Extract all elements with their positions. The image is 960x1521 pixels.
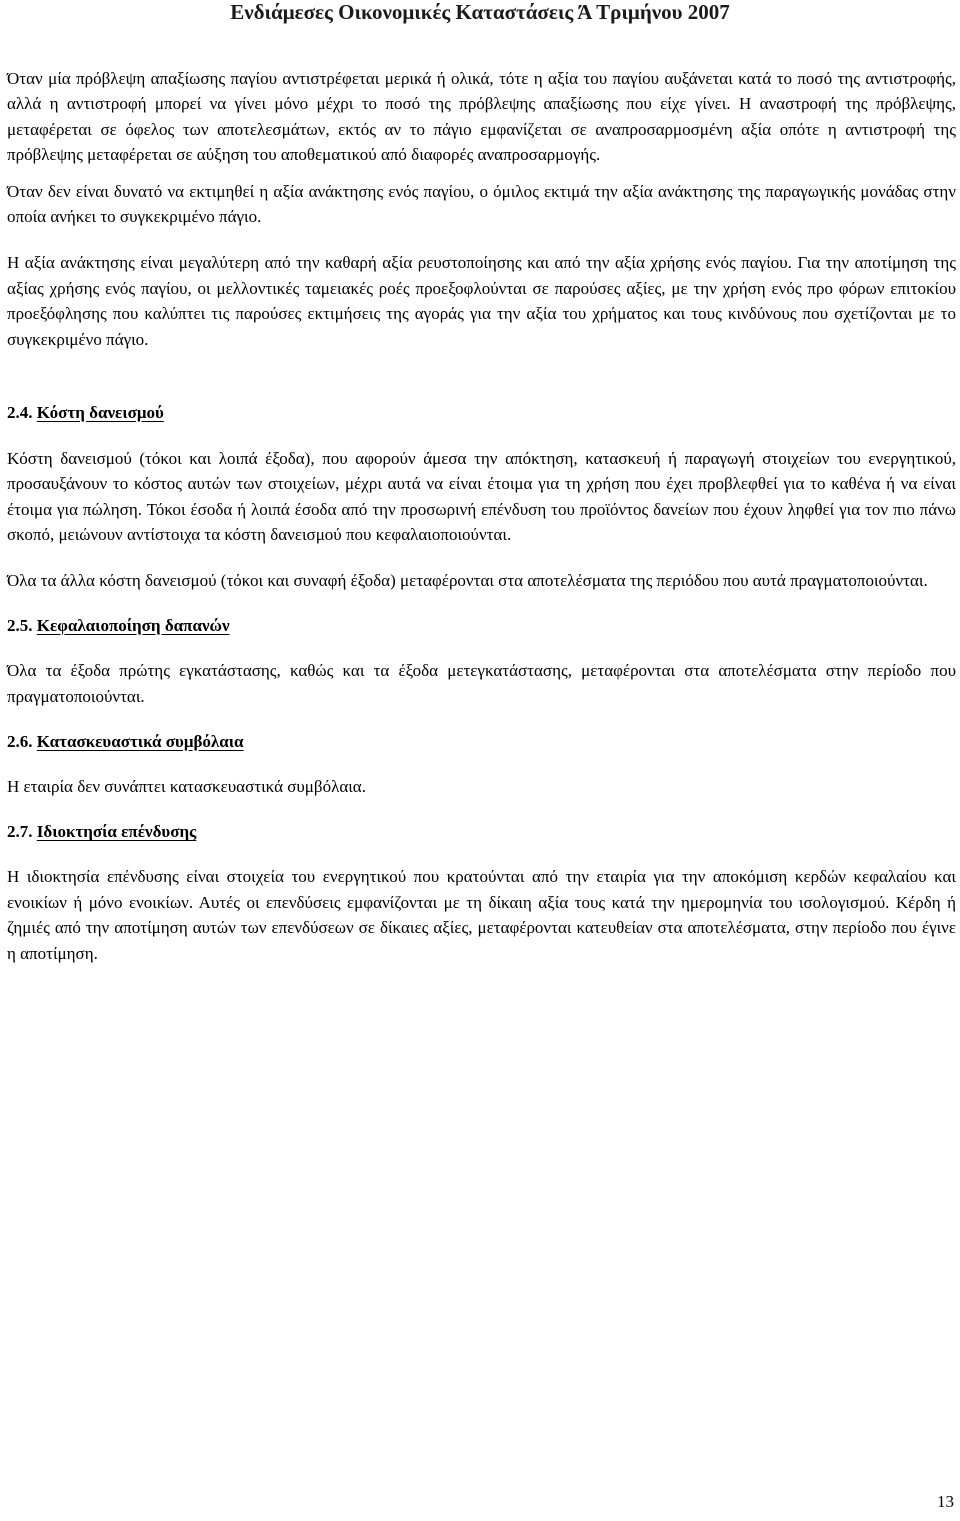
- paragraph-expense-capitalization: Όλα τα έξοδα πρώτης εγκατάστασης, καθώς και τα έξοδα μετεγκατάστασης, μεταφέρονται στα αποτελέσματα στην περίοδο που πραγματοποιούνται.: [7, 661, 956, 706]
- paragraph-recoverable-unit: Όταν δεν είναι δυνατό να εκτιμηθεί η αξία ανάκτησης ενός παγίου, ο όμιλος εκτιμά την αξία ανάκτησης της παραγωγικής μονάδας στην οποία ανήκει το συγκεκριμένο πάγιο.: [7, 181, 956, 227]
- page-number: 13: [937, 1492, 954, 1511]
- section-number: 2.7.: [7, 822, 33, 842]
- paragraph-construction-contracts: Η εταιρία δεν συνάπτει κατασκευαστικά συμβόλαια.: [7, 776, 366, 796]
- section-heading-2-6: [7, 729, 956, 754]
- section-title: Κατασκευαστικά συμβόλαια: [36, 731, 244, 751]
- paragraph-recoverable-amount: Η αξία ανάκτησης είναι μεγαλύτερη από την καθαρή αξία ρευστοποίησης και από την αξία χρήσης ενός παγίου. Για την αποτίμηση της αξίας χρήσης ενός παγίου, οι μελλοντικές ταμειακές ροές προεξοφλούνται σε παρούσες αξίες, με την χρήση ενός προ φόρων επιτοκίου προεξόφλησης που καλύπτει τις παρούσες εκτιμήσεις της αγοράς για την αξία του χρήματος και τους κινδύνους που σχετίζονται με το συγκεκριμένο πάγιο.: [7, 253, 956, 349]
- running-header: Ενδιάμεσες Οικονομικές Καταστάσεις Ά Τριμήνου 2007: [230, 0, 730, 24]
- paragraph-borrowing-costs: Κόστη δανεισμού (τόκοι και λοιπά έξοδα), που αφορούν άμεσα την απόκτηση, κατασκευή ή παραγωγή στοιχείων του ενεργητικού, προσαυξάνουν το κόστος αυτών των στοιχείων, μέχρι αυτά να είναι έτοιμα για τη χρήση που έχει προβλεφθεί για το καθένα ή να είναι έτοιμα για πώληση. Τόκοι έσοδα ή λοιπά έσοδα από την προσωρινή επένδυση του προϊόντος δανείων που έχουν ληφθεί για τον πιο πάνω σκοπό, μειώνουν αντίστοιχα τα κόστη δανεισμού που κεφαλαιοποιούνται.: [7, 449, 956, 545]
- section-number: 2.6.: [7, 731, 33, 751]
- section-title: Ιδιοκτησία επένδυσης: [36, 822, 197, 842]
- paragraph-other-borrowing-costs: Όλα τα άλλα κόστη δανεισμού (τόκοι και συναφή έξοδα) μεταφέρονται στα αποτελέσματα της περιόδου που αυτά πραγματοποιούνται.: [7, 570, 928, 590]
- document-body: [7, 66, 956, 966]
- section-heading-2-5: [7, 613, 956, 638]
- section-number: 2.4.: [7, 403, 33, 423]
- paragraph-impairment-reversal: Όταν μία πρόβλεψη απαξίωσης παγίου αντιστρέφεται μερικά ή ολικά, τότε η αξία του παγίου αυξάνεται κατά το ποσό της αντιστροφής, αλλά η αντιστροφή μπορεί να γίνει μόνο μέχρι το ποσό της πρόβλεψης απαξίωσης που είχε γίνει. Η αναστροφή της πρόβλεψης, μεταφέρεται σε όφελος των αποτελεσμάτων, εκτός αν το πάγιο εμφανίζεται σε αναπροσαρμοσμένη αξία οπότε η αντιστροφή της πρόβλεψης μεταφέρεται σε αύξηση του αποθεματικού από διαφορές αναπροσαρμογής.: [7, 69, 956, 165]
- section-title: Κόστη δανεισμού: [36, 403, 164, 423]
- section-title: Κεφαλαιοποίηση δαπανών: [36, 616, 230, 636]
- paragraph-investment-property: Η ιδιοκτησία επένδυσης είναι στοιχεία του ενεργητικού που κρατούνται από την εταιρία για την αποκόμιση κερδών κεφαλαίου και ενοικίων ή μόνο ενοικίων. Αυτές οι επενδύσεις εμφανίζονται με τη δίκαιη αξία τους κατά την ημερομηνία του ισολογισμού. Κέρδη ή ζημιές από την αποτίμηση αυτών των επενδύσεων σε δίκαιες αξίες, μεταφέρονται κατευθείαν στα αποτελέσματα, στην περίοδο που έγινε η αποτίμηση.: [7, 867, 956, 963]
- section-heading-2-4: [7, 400, 956, 425]
- section-heading-2-7: [7, 819, 956, 844]
- section-number: 2.5.: [7, 616, 33, 636]
